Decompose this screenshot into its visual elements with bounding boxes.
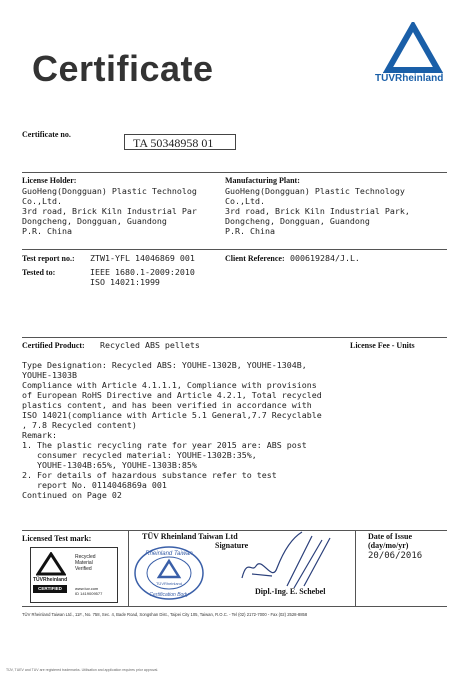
- divider: [22, 249, 447, 250]
- report-label: Test report no.:: [22, 254, 75, 263]
- client-ref-label: Client Reference:: [225, 254, 285, 263]
- brand-name: TÜVRheinland: [375, 73, 444, 84]
- plant-address: GuoHeng(Dongguan) Plastic Technology Co.,Ltd. 3rd road, Brick Kiln Industrial Park, Dongcheng, Dongguan, Guandong P.R. China: [225, 186, 410, 236]
- signature-label: Signature: [215, 541, 249, 550]
- badge-brand: TÜVRheinland: [33, 577, 68, 583]
- certification-stamp-icon: [133, 545, 205, 601]
- handwritten-signature-icon: [232, 528, 337, 594]
- svg-text:Certification Body: Certification Body: [149, 592, 189, 598]
- plant-label: Manufacturing Plant:: [225, 176, 300, 185]
- product-details: Type Designation: Recycled ABS: YOUHE-1302B, YOUHE-1304B, YOUHE-1303B Compliance with Article 4.1.1.1, Compliance with provisions of European RoHS Directive and Article 4.2.1, Total recycled plastics content, and has been verified in accordance with ISO 14021(compliance with Article 5.1 General,7.7 Recyclable , 7.8 Recycled content) Remark: 1. The plastic recycling rate for year 2015 are: ABS post consumer recycled material: YOUHE-1302B:35%, YOUHE-1304B:65%, YOUHE-1303B:85% 2. For details of hazardous substance refer to test report No. 0114046869a 001 Continued on Page 02: [22, 360, 322, 500]
- svg-text:TÜVRheinland: TÜVRheinland: [155, 581, 183, 586]
- test-mark-label: Licensed Test mark:: [22, 534, 92, 543]
- divider: [22, 606, 447, 607]
- badge-url: www.tuv.com ID 1419009577: [75, 586, 103, 596]
- tested-label: Tested to:: [22, 268, 56, 277]
- cert-no-label: Certificate no.: [22, 130, 71, 139]
- badge-certified: CERTIFIED: [33, 585, 67, 593]
- date-label: Date of Issue: [368, 532, 412, 541]
- test-mark-badge: [30, 547, 118, 603]
- license-fee-label: License Fee - Units: [350, 341, 415, 350]
- trademark-note: TÜV, TUEV and TUV are registered trademarks. Utilisation and application requires prior approval.: [6, 668, 159, 672]
- divider: [355, 530, 356, 606]
- divider: [22, 172, 447, 173]
- product-value: Recycled ABS pellets: [100, 340, 200, 350]
- product-label: Certified Product:: [22, 341, 85, 350]
- holder-address: GuoHeng(Dongguan) Plastic Technolog Co.,Ltd. 3rd road, Brick Kiln Industrial Par Dongcheng, Dongguan, Guandong P.R. China: [22, 186, 197, 236]
- cert-no-value: TA 50348958 01: [124, 134, 236, 150]
- signatory-name: Dipl.-Ing. E. Schebel: [255, 587, 326, 596]
- report-value: ZTW1-YFL 14046869 001: [90, 253, 195, 263]
- tuv-triangle-icon: [36, 552, 66, 576]
- badge-text: Recycled Material Verified: [75, 554, 96, 572]
- client-ref-value: 000619284/J.L.: [290, 253, 360, 263]
- holder-label: License Holder:: [22, 176, 77, 185]
- page-title: Certificate: [32, 48, 214, 89]
- svg-text:Rheinland Taiwan: Rheinland Taiwan: [145, 551, 193, 557]
- divider: [22, 337, 447, 338]
- signatory-org: TÜV Rheinland Taiwan Ltd: [142, 532, 238, 541]
- tested-standards: IEEE 1680.1-2009:2010 ISO 14021:1999: [90, 267, 195, 287]
- issue-date: 20/06/2016: [368, 551, 423, 561]
- divider: [128, 530, 129, 606]
- footer-address: TÜV Rheinland Taiwan Ltd., 11F., No. 758, Sec. 4, Bade Road, Songshan Dist., Taipei City 105, Taiwan, R.O.C. - Tel (02) 2172-7000 - Fax (02) 2528-8858: [22, 612, 308, 617]
- date-format: (day/mo/yr): [368, 541, 409, 550]
